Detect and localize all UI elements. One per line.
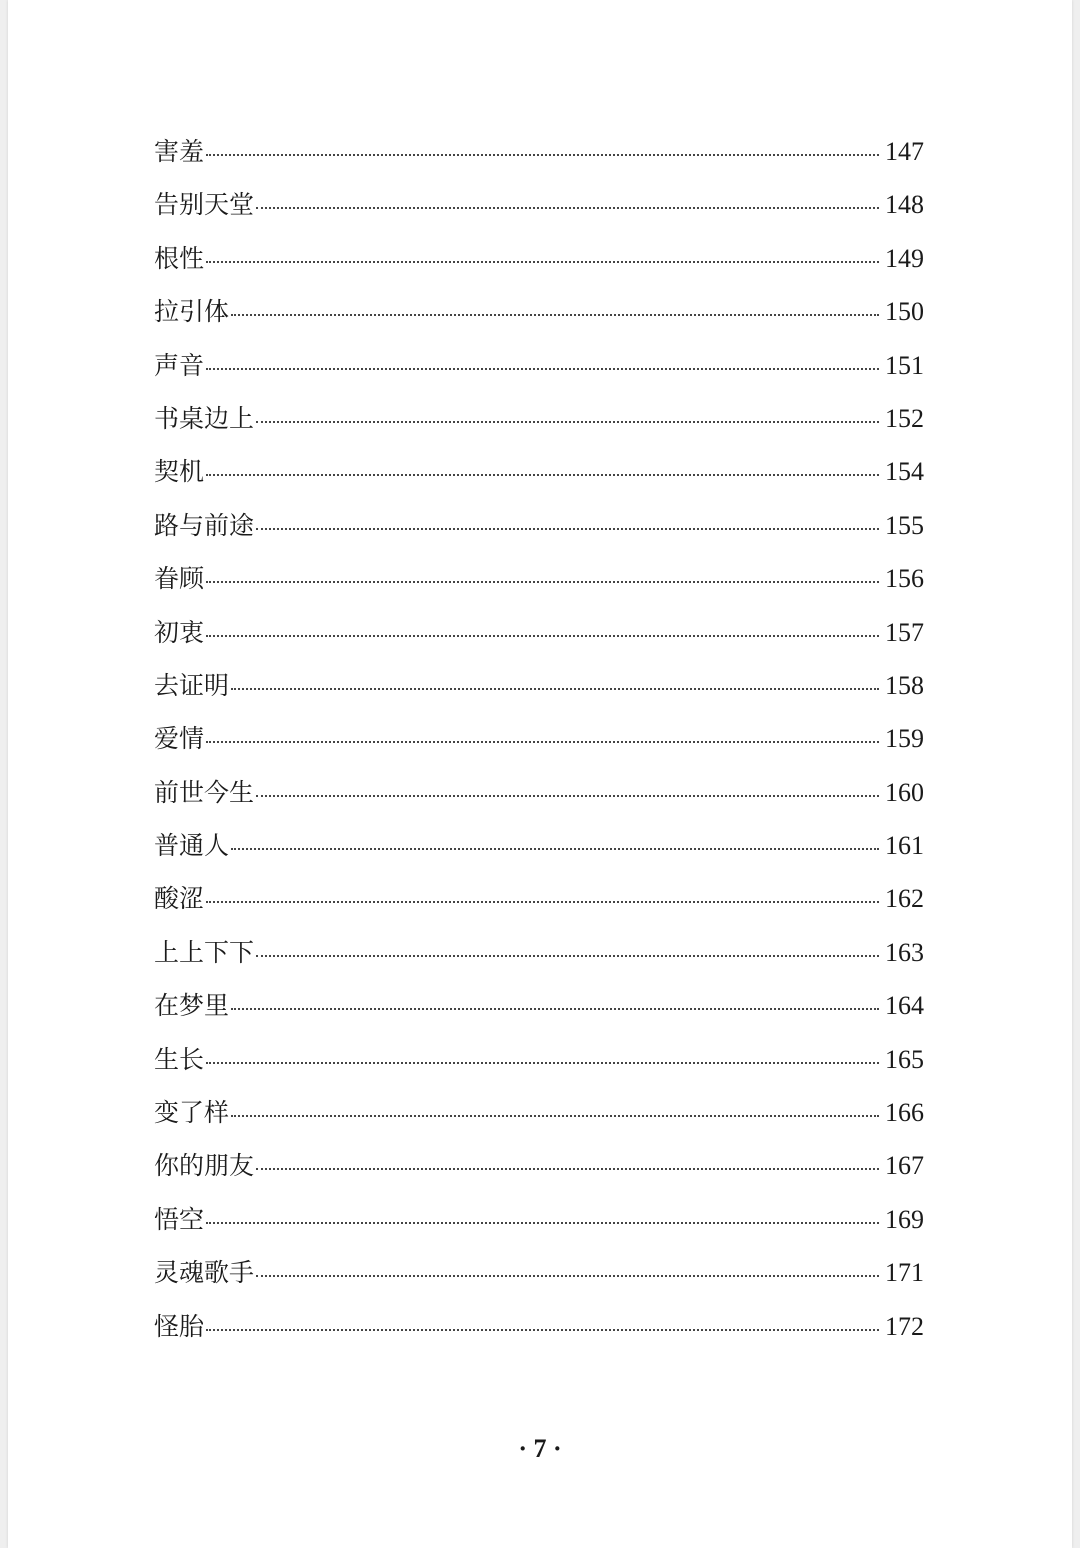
toc-entry[interactable]: [154, 986, 924, 1039]
toc-entry[interactable]: [154, 452, 924, 505]
dot-leader: [206, 581, 879, 583]
toc-entry-page: 155: [885, 510, 924, 540]
toc-entry-page: 157: [885, 617, 924, 647]
toc-entry[interactable]: [154, 933, 924, 986]
table-of-contents: [154, 132, 924, 1360]
toc-entry-title: 声音: [154, 350, 205, 380]
toc-entry-title: 根性: [154, 243, 205, 273]
toc-entry[interactable]: [154, 559, 924, 612]
dot-leader: [231, 314, 879, 316]
toc-entry-page: 167: [885, 1151, 924, 1181]
dot-leader: [256, 1168, 879, 1170]
toc-entry[interactable]: [154, 826, 924, 879]
dot-leader: [231, 688, 879, 690]
document-page: [8, 0, 1072, 1548]
toc-entry-title: 变了样: [154, 1098, 230, 1128]
toc-entry-title: 害羞: [154, 137, 205, 166]
dot-leader: [206, 1222, 879, 1224]
toc-entry-title: 告别天堂: [154, 190, 255, 220]
toc-entry-page: 150: [885, 297, 924, 327]
toc-entry[interactable]: [154, 1307, 924, 1360]
toc-entry-title: 眷顾: [154, 564, 205, 594]
toc-entry-page: 158: [885, 670, 924, 700]
toc-entry-page: 162: [885, 884, 924, 914]
toc-entry[interactable]: [154, 185, 924, 238]
toc-entry-page: 169: [885, 1204, 924, 1234]
toc-entry-page: 148: [885, 190, 924, 220]
toc-entry-title: 普通人: [154, 831, 230, 861]
dot-leader: [231, 1008, 879, 1010]
toc-entry-page: 151: [885, 350, 924, 380]
toc-entry-title: 前世今生: [154, 777, 255, 807]
toc-entry-page: 163: [885, 937, 924, 967]
dot-leader: [231, 848, 879, 850]
dot-leader: [206, 1329, 879, 1331]
dot-leader: [256, 528, 879, 530]
toc-entry[interactable]: [154, 773, 924, 826]
dot-leader: [256, 421, 879, 423]
dot-leader: [231, 1115, 879, 1117]
toc-entry-title: 在梦里: [154, 991, 230, 1021]
toc-entry-page: 147: [885, 137, 924, 166]
toc-entry[interactable]: [154, 1146, 924, 1199]
dot-leader: [256, 1275, 879, 1277]
dot-leader: [206, 741, 879, 743]
toc-entry[interactable]: [154, 399, 924, 452]
toc-entry-page: 149: [885, 243, 924, 273]
dot-leader: [256, 795, 879, 797]
toc-entry-title: 悟空: [154, 1204, 205, 1234]
toc-entry-title: 酸涩: [154, 884, 205, 914]
toc-entry-title: 初衷: [154, 617, 205, 647]
toc-entry-page: 159: [885, 724, 924, 754]
toc-entry-title: 去证明: [154, 670, 230, 700]
toc-entry-title: 灵魂歌手: [154, 1258, 255, 1288]
toc-entry[interactable]: [154, 239, 924, 292]
toc-entry-title: 爱情: [154, 724, 205, 754]
toc-entry-title: 路与前途: [154, 510, 255, 540]
toc-entry[interactable]: [154, 1040, 924, 1093]
toc-entry-title: 契机: [154, 457, 205, 487]
toc-entry-title: 书桌边上: [154, 403, 255, 433]
toc-entry-page: 152: [885, 403, 924, 433]
toc-entry-page: 165: [885, 1044, 924, 1074]
dot-leader: [206, 261, 879, 263]
toc-entry[interactable]: [154, 666, 924, 719]
dot-leader: [206, 901, 879, 903]
toc-entry[interactable]: [154, 1200, 924, 1253]
page-number: · 7 ·: [518, 1434, 562, 1463]
toc-entry-page: 171: [885, 1258, 924, 1288]
toc-entry-title: 怪胎: [154, 1311, 205, 1341]
dot-leader: [206, 154, 879, 156]
toc-entry-page: 156: [885, 564, 924, 594]
toc-entry-title: 你的朋友: [154, 1151, 255, 1181]
dot-leader: [256, 955, 879, 957]
toc-entry-page: 164: [885, 991, 924, 1021]
toc-entry-page: 166: [885, 1098, 924, 1128]
toc-entry-page: 160: [885, 777, 924, 807]
dot-leader: [206, 1062, 879, 1064]
toc-entry-page: 172: [885, 1311, 924, 1341]
toc-entry[interactable]: [154, 1253, 924, 1306]
toc-entry[interactable]: [154, 1093, 924, 1146]
dot-leader: [206, 635, 879, 637]
toc-entry[interactable]: [154, 506, 924, 559]
dot-leader: [206, 368, 879, 370]
toc-entry-title: 拉引体: [154, 297, 230, 327]
toc-entry[interactable]: [154, 613, 924, 666]
toc-entry-page: 161: [885, 831, 924, 861]
toc-entry[interactable]: [154, 879, 924, 932]
toc-entry[interactable]: [154, 132, 924, 185]
toc-entry-page: 154: [885, 457, 924, 487]
toc-entry[interactable]: [154, 292, 924, 345]
toc-entry[interactable]: [154, 346, 924, 399]
toc-entry-title: 生长: [154, 1044, 205, 1074]
dot-leader: [256, 207, 879, 209]
toc-entry[interactable]: [154, 719, 924, 772]
toc-entry-title: 上上下下: [154, 937, 255, 967]
dot-leader: [206, 474, 879, 476]
